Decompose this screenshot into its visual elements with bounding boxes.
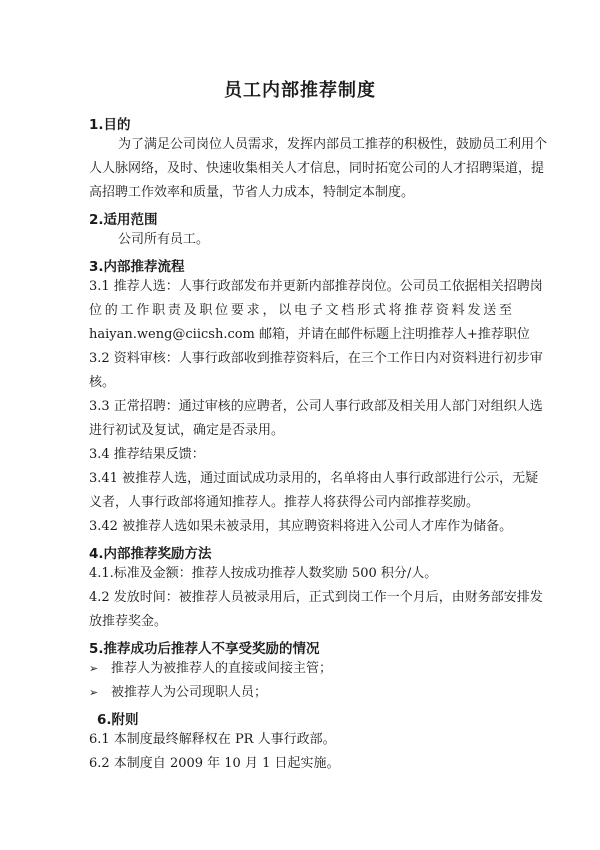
paragraph-line: 3.1 推荐人选：人事行政部发布并更新内部推荐岗位。公司员工依据相关招聘岗 <box>89 279 543 294</box>
section-heading-appendix: 6.附则 <box>97 712 139 728</box>
arrow-bullet-icon: ➢ <box>89 686 99 699</box>
paragraph-line: 位的工作职责及职位要求，以电子文档形式将推荐资料发送至 <box>89 303 512 318</box>
paragraph-line: 放推荐奖金。 <box>89 614 168 629</box>
paragraph-line: 4.1.标准及金额：推荐人按成功推荐人数奖励 500 积分/人。 <box>89 566 438 581</box>
paragraph-line: 进行初试及复试，确定是否录用。 <box>89 423 285 438</box>
paragraph-line: 公司所有员工。 <box>118 232 210 247</box>
paragraph-line: 3.4 推荐结果反馈： <box>89 447 205 462</box>
paragraph-line: 6.2 本制度自 2009 年 10 月 1 日起实施。 <box>89 756 340 771</box>
section-heading-purpose: 1.目的 <box>89 117 131 133</box>
bullet-item <box>89 684 267 702</box>
paragraph-line: 高招聘工作效率和质量，节省人力成本，特制定本制度。 <box>89 185 415 200</box>
bullet-item <box>89 660 332 678</box>
paragraph-line: 义者，人事行政部将通知推荐人。推荐人将获得公司内部推荐奖励。 <box>89 495 480 510</box>
paragraph-line: 核。 <box>89 375 116 390</box>
section-heading-rewards: 4.内部推荐奖励方法 <box>89 546 212 562</box>
page-title: 员工内部推荐制度 <box>224 80 376 101</box>
section-heading-scope: 2.适用范围 <box>89 212 158 228</box>
paragraph-line: 为了满足公司岗位人员需求，发挥内部员工推荐的积极性，鼓励员工利用个 <box>118 137 548 152</box>
paragraph-line: haiyan.weng@ciicsh.com 邮箱，并请在邮件标题上注明推荐人+推荐职位 <box>89 327 530 342</box>
paragraph-line: 人人脉网络，及时、快速收集相关人才信息，同时拓宽公司的人才招聘渠道，提 <box>89 161 545 176</box>
paragraph-line: 3.42 被推荐人选如果未被录用，其应聘资料将进入公司人才库作为储备。 <box>89 519 513 534</box>
section-heading-process: 3.内部推荐流程 <box>89 259 185 275</box>
bullet-text: 推荐人为被推荐人的直接或间接主管； <box>111 661 333 676</box>
paragraph-line: 3.2 资料审核：人事行政部收到推荐资料后，在三个工作日内对资料进行初步审 <box>89 351 543 366</box>
section-heading-exclusions: 5.推荐成功后推荐人不享受奖励的情况 <box>89 641 320 657</box>
bullet-text: 被推荐人为公司现职人员； <box>111 685 268 700</box>
paragraph-line: 4.2 发放时间：被推荐人员被录用后，正式到岗工作一个月后，由财务部安排发 <box>89 590 543 605</box>
paragraph-line: 3.3 正常招聘：通过审核的应聘者，公司人事行政部及相关用人部门对组织人选 <box>89 399 543 414</box>
paragraph-line: 6.1 本制度最终解释权在 PR 人事行政部。 <box>89 732 336 747</box>
paragraph-line: 3.41 被推荐人选，通过面试成功录用的，名单将由人事行政部进行公示，无疑 <box>89 471 539 486</box>
arrow-bullet-icon: ➢ <box>89 662 99 675</box>
